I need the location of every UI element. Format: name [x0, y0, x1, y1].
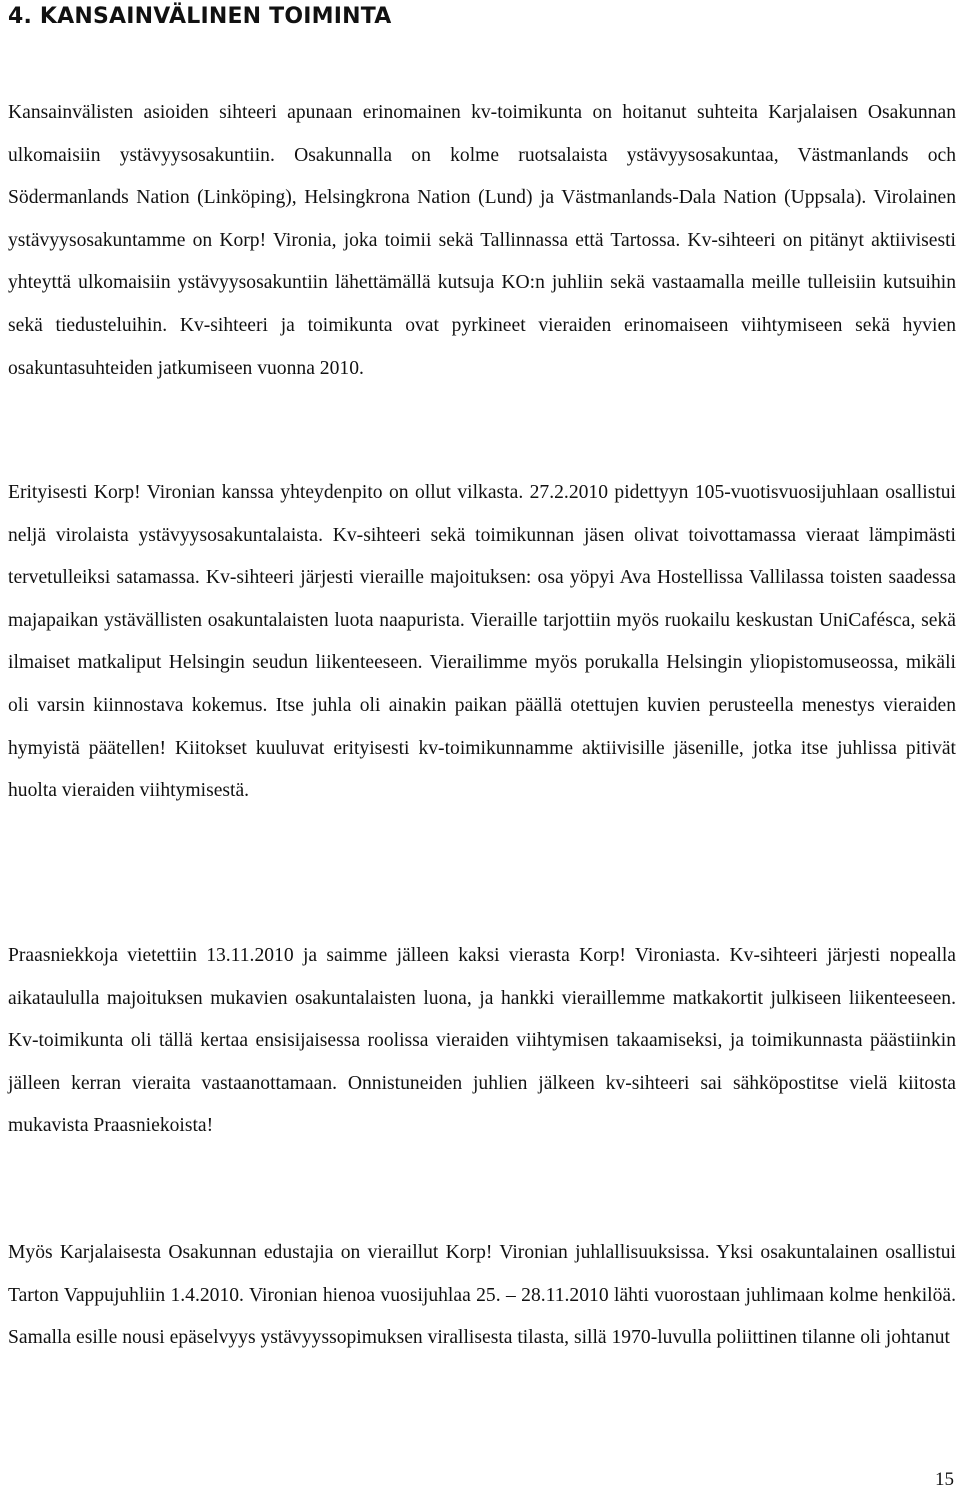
paragraph-representatives: Myös Karjalaisesta Osakunnan edustajia on vieraillut Korp! Vironian juhlallisuuksissa. Yksi osakuntalainen osallistui Tarton Vappujuhliin 1.4.2010. Vironian hienoa vuosijuhlaa 25. – 28.11.2010 lähti vuorostaan juhlimaan kolme henkilöä. Samalla esille nousi epäselvyys ystävyyssopimuksen virallisesta tilasta, sillä 1970-luvulla poliittinen tilanne oli johtanut: [8, 1242, 956, 1349]
paragraph-vironia-anniversary: Erityisesti Korp! Vironian kanssa yhteydenpito on ollut vilkasta. 27.2.2010 pidettyyn 105-vuotisvuosijuhlaan osallistui neljä virolaista ystävyysosakuntalaista. Kv-sihteeri sekä toimikunnan jäsen olivat toivottamassa vieraat lämpimästi tervetulleiksi satamassa. Kv-sihteeri järjesti vieraille majoituksen: osa yöpyi Ava Hostellissa Vallilassa toisten saadessa majapaikan ystävällisten osakuntalaisten luota naapurista. Vieraille tarjottiin myös ruokailu keskustan UniCafésса, sekä ilmaiset matkaliput Helsingin seudun liikenteeseen. Vierailimme myös porukalla Helsingin yliopistomuseossa, mikäli oli varsin kiinnostava kokemus. Itse juhla oli ainakin paikan päällä otettujen kuvien perusteella menestys vieraiden hymyistä päätellen! Kiitokset kuuluvat erityisesti kv-toimikunnamme aktiivisille jäsenille, jotka itse juhlissa pitivät huolta vieraiden viihtymisestä.: [8, 482, 956, 802]
paragraph-intro: Kansainvälisten asioiden sihteeri apunaan erinomainen kv-toimikunta on hoitanut suhteita Karjalaisen Osakunnan ulkomaisiin ystävyysosakuntiin. Osakunnalla on kolme ruotsalaista ystävyysosakuntaa, Västmanlands och Södermanlands Nation (Linköping), Helsingkrona Nation (Lund) ja Västmanlands-Dala Nation (Uppsala). Virolainen ystävyysosakuntamme on Korp! Vironia, joka toimii sekä Tallinnassa että Tartossa. Kv-sihteeri on pitänyt aktiivisesti yhteyttä ulkomaisiin ystävyysosakuntiin lähettämällä kutsuja KO:n juhliin sekä vastaamalla meille tulleisiin kutsuihin sekä tiedusteluihin. Kv-sihteeri ja toimikunta ovat pyrkineet vieraiden erinomaiseen viihtymiseen sekä hyvien osakuntasuhteiden jatkumiseen vuonna 2010.: [8, 102, 956, 379]
section-heading: 4. KANSAINVÄLINEN TOIMINTA: [8, 4, 392, 29]
page-number: 15: [935, 1469, 954, 1490]
paragraph-praasniekat: Praasniekkoja vietettiin 13.11.2010 ja saimme jälleen kaksi vierasta Korp! Vironiasta. Kv-sihteeri järjesti nopealla aikataululla majoituksen mukavien osakuntalaisten luona, ja hankki vieraillemme matkakortit julkiseen liikenteeseen. Kv-toimikunta oli tällä kertaa ensisijaisessa roolissa vieraiden viihtymisen takaamiseksi, ja toimikunnasta päästiinkin jälleen kerran vieraita vastaanottamaan. Onnistuneiden juhlien jälkeen kv-sihteeri sai sähköpostitse vielä kiitosta mukavista Praasniekoista!: [8, 945, 956, 1137]
